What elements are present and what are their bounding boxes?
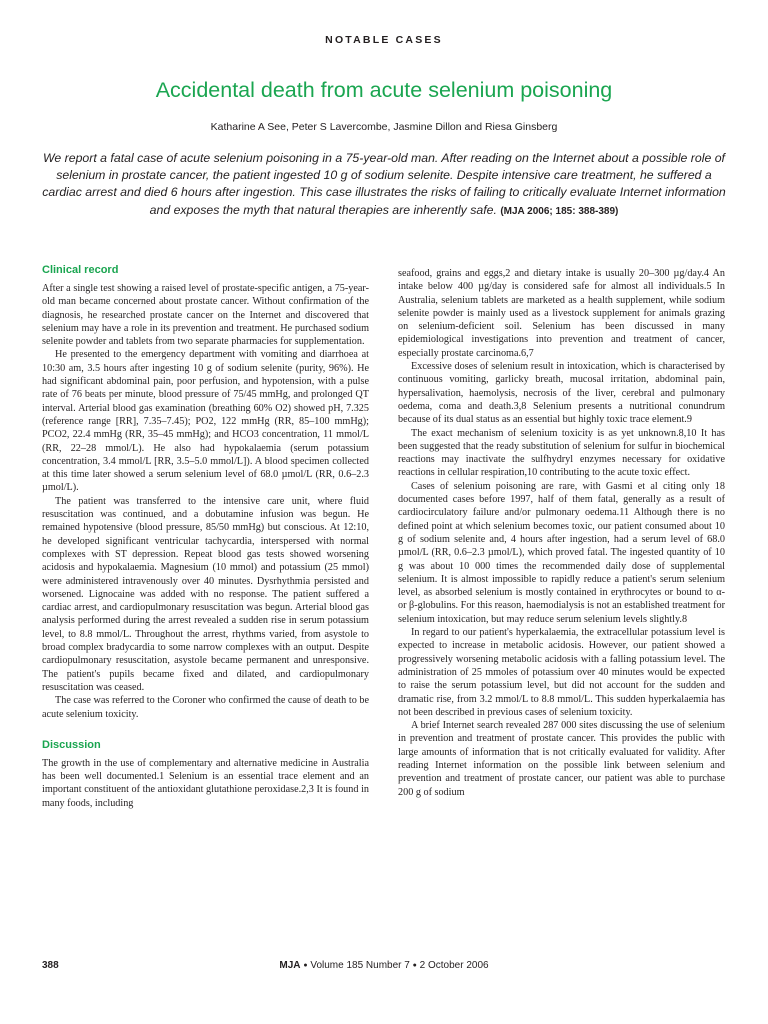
body-paragraph: A brief Internet search revealed 287 000 sites discussing the use of selenium in prevention and treatment of prostate cancer. This provides the public with large amounts of information that is not critically evaluated for validity. After reading Internet information on the possible link between selenium and prevention and treatment of prostate cancer, our patient was able to purchase 200 g of sodium xyxy=(398,720,725,798)
body-paragraph: The exact mechanism of selenium toxicity is as yet unknown.8,10 It has been suggested that the ready substitution of selenium for sulfur in biochemical reactions may inactivate the sulfhydryl enzymes necessary for oxidative reactions in cellular respiration,10 contributing to the acute toxic effect. xyxy=(398,427,725,479)
body-paragraph: The growth in the use of complementary and alternative medicine in Australia has been well documented.1 Selenium is an essential trace element and an important constituent of the antioxidant glutathione peroxidase.2,3 It is found in many foods, including xyxy=(42,757,369,809)
bullet-separator: ● xyxy=(303,962,308,969)
journal-footer xyxy=(0,960,768,971)
body-paragraph: The patient was transferred to the intensive care unit, where fluid resuscitation was continued, and a dobutamine infusion was begun. He remained hypotensive (blood pressure, 85/50 mmHg) but conscious. At 12:10, he developed significant ventricular tachycardia, interspersed with normal complexes with ST depression. Repeat blood gas tests showed worsening acidosis and hypokalaemia. Magnesium (10 mmol) and potassium (25 mmol) were administered intravenously over 40 minutes. Dysrhythmia persisted and worsened. Lignocaine was added with no response. The patient suffered a cardiac arrest, and cardiopulmonary resuscitation was begun. Arterial blood gas analysis performed during the arrest revealed a sudden rise in serum potassium level, to 8.8 mmol/L. Throughout the arrest, rhythms varied, from asystole to broad complex bradycardia to some narrow complexes with an output. Despite cardiopulmonary resuscitation, asystole became permanent and unresponsive. The patient's pupils became fixed and dilated, and cardiopulmonary resuscitation was ceased. xyxy=(42,495,369,693)
abstract-citation: (MJA 2006; 185: 388-389) xyxy=(500,205,619,217)
journal-volume: Volume 185 Number 7 xyxy=(310,960,410,971)
article-title: Accidental death from acute selenium poisoning xyxy=(155,78,613,102)
right-column xyxy=(398,267,725,799)
journal-name: MJA xyxy=(279,960,301,971)
section-label: NOTABLE CASES xyxy=(325,34,443,46)
body-paragraph: In regard to our patient's hyperkalaemia, the extracellular potassium level is expected to increase in metabolic acidosis. However, our patient showed a progressively worsening metabolic acidosis with a falling potassium level. The administration of 25 mmoles of potassium over 40 minutes would be expected to raise the serum potassium level, but did not account for the sudden and dramatic rise, from 3.2 mmol/L to 8.8 mmol/L. This sudden hyperkalaemia has not been described in previous cases of selenium toxicity. xyxy=(398,627,725,718)
left-column xyxy=(42,264,369,810)
body-paragraph: Excessive doses of selenium result in intoxication, which is characterised by continuous vomiting, garlicky breath, mucosal irritation, abdominal pain, hypersalivation, haemolysis, necrosis of the liver, cerebral and pulmonary oedema, coma and death.3,8 Selenium presents a nutritional conundrum because of its dual status as an essential but highly toxic trace element.9 xyxy=(398,361,725,426)
body-paragraph: Cases of selenium poisoning are rare, with Gasmi et al citing only 18 documented cases before 1997, half of them fatal, generally as a result of cardiocirculatory failure and/or pulmonary oedema.11 Although there is no defined point at which selenium becomes toxic, our patient consumed about 10 g of sodium selenite and, 4 hours after ingestion, had a serum level of 68.0 µmol/L (RR, 0.6–2.3 µmol/L), which proved fatal. The ingested quantity of 10 g was about 10 000 times the recommended daily dose of supplemental selenium. It is almost impossible to rapidly reduce a patient's serum selenium level, as absorbed selenium is mostly contained in erythrocytes or bound to α- or β-globulins. For this reason, haemodialysis is not an established treatment for selenium intoxication, but may reduce serum selenium levels slightly.8 xyxy=(398,480,725,625)
discussion-heading: Discussion xyxy=(42,738,101,751)
abstract xyxy=(42,150,726,220)
body-paragraph: seafood, grains and eggs,2 and dietary intake is usually 20–300 µg/day.4 An intake below 400 µg/day is considered safe for almost all individuals.5 In Australia, selenium tablets are marketed as a health supplement, while sodium selenite powder is mainly used as a livestock supplement for animals grazing on selenium-deficient soil. Selenium has been discussed in many epidemiological investigations into prevention and treatment of cancer, especially prostate carcinoma.6,7 xyxy=(398,268,725,359)
page-number: 388 xyxy=(42,960,59,971)
bullet-separator: ● xyxy=(412,962,417,969)
author-list: Katharine A See, Peter S Lavercombe, Jasmine Dillon and Riesa Ginsberg xyxy=(210,121,558,133)
journal-date: 2 October 2006 xyxy=(419,960,489,971)
clinical-record-heading: Clinical record xyxy=(42,264,119,276)
abstract-text: We report a fatal case of acute selenium poisoning in a 75-year-old man. After reading on the Internet about a possible role of selenium in prostate cancer, the patient ingested 10 g of sodium selenite. Despite intensive care treatment, he suffered a cardiac arrest and died 6 hours after ingestion. This case illustrates the risks of failing to critically evaluate Internet information and exposes the myth that natural therapies are inherently safe. xyxy=(42,151,726,217)
body-paragraph: He presented to the emergency department with vomiting and diarrhoea at 10:30 am, 3.5 hours after ingesting 10 g of sodium selenite (purity, 96%). He had significant abdominal pain, poor perfusion, and hypotension, with a pulse rate of 76 beats per minute, blood pressure of 75/45 mmHg, and prolonged QT interval. Arterial blood gas examination (breathing 60% O2) showed pH, 7.325 (reference range [RR], 7.35–7.45); PO2, 122 mmHg (RR, 85–100 mmHg); PCO2, 22.4 mmHg (RR, 35–45 mmHg); and HCO3 concentration, 11 mmol/L (RR, 22–28 mmol/L). He also had hypokalaemia (serum potassium concentration, 3.4 mmol/L [RR, 3.5–5.0 mmol/L]). A blood specimen collected at this time later showed a serum selenium level of 68.0 µmol/L (RR, 0.6–2.3 µmol/L). xyxy=(42,349,369,494)
body-paragraph: After a single test showing a raised level of prostate-specific antigen, a 75-year-old man became concerned about prostate cancer. Without confirmation of the diagnosis, he researched prostate cancer on the Internet and discovered that selenium may have a role in its prevention and treatment. He purchased sodium selenite powder and tablets from two separate pharmacies for supplementation. xyxy=(42,283,369,348)
body-paragraph: The case was referred to the Coroner who confirmed the cause of death to be acute selenium toxicity. xyxy=(42,695,369,720)
